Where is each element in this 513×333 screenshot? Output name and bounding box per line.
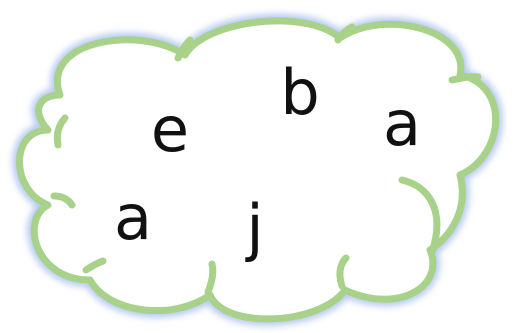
cloud-outline	[20, 21, 496, 319]
letter-a-right: a	[383, 87, 421, 160]
letter-j: j	[246, 191, 264, 264]
cloud-inner-stroke-right	[452, 77, 478, 80]
letter-b: b	[280, 56, 320, 129]
letter-a-left: a	[114, 181, 152, 254]
letter-e: e	[150, 93, 190, 166]
